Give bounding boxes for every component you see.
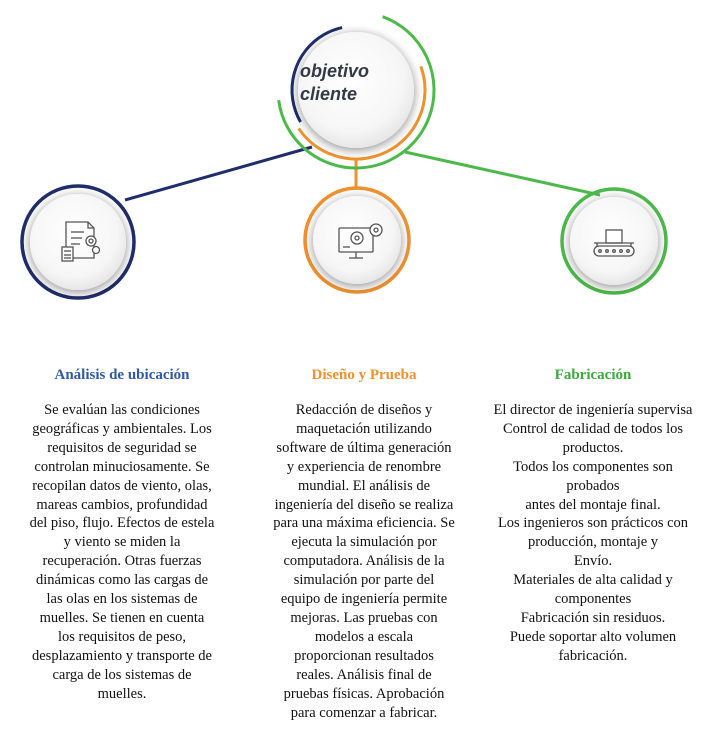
- column-title: Fabricación: [554, 367, 632, 383]
- connector-left: [125, 147, 312, 200]
- column-text: Redacción de diseños y maquetación utilizando software de última generación y experiencia de renombre mundial. El análisis de ingeniería del diseño se realiza para una máxima eficiencia. Se ejecuta la simulación por computadora. Análisis de la simulación por parte del equipo de ingeniería permite mejoras. Las pruebas con modelos a escala proporcionan resultados reales. Análisis final de pruebas físicas. Aprobación para comenzar a fabricar.: [273, 402, 455, 721]
- column-design: [256, 366, 472, 722]
- column-title: Diseño y Prueba: [311, 367, 417, 383]
- node-analysis: [22, 186, 134, 298]
- node-design: [305, 188, 409, 292]
- center-title: [300, 60, 410, 106]
- column-text: El director de ingeniería supervisa Control de calidad de todos los productos. Todos los componentes son probados antes del montaje final. Los ingenieros son prácticos con producción, montaje y Envío. Materiales de alta calidad y componentes Fabricación sin residuos. Puede soportar alto volumen fabricación.: [493, 402, 693, 664]
- hub-diagram: [0, 0, 719, 340]
- column-text: Se evalúan las condiciones geográficas y ambientales. Los requisitos de seguridad se controlan minuciosamente. Se recopilan datos de viento, olas, mareas cambios, profundidad del piso, flujo. Efectos de estela y viento se miden la recuperación. Otras fuerzas dinámicas como las cargas de las olas en los sistemas de muelles. Se tienen en cuenta los requisitos de peso, desplazamiento y transporte de carga de los sistemas de muelles.: [29, 402, 215, 702]
- center-title-line2: cliente: [300, 84, 358, 104]
- node-fabrication: [562, 189, 666, 293]
- column-title: Análisis de ubicación: [54, 367, 190, 383]
- connector-right: [405, 152, 600, 195]
- column-analysis: [8, 366, 236, 704]
- center-title-line1: objetivo: [300, 61, 370, 81]
- column-fabrication: [470, 366, 716, 666]
